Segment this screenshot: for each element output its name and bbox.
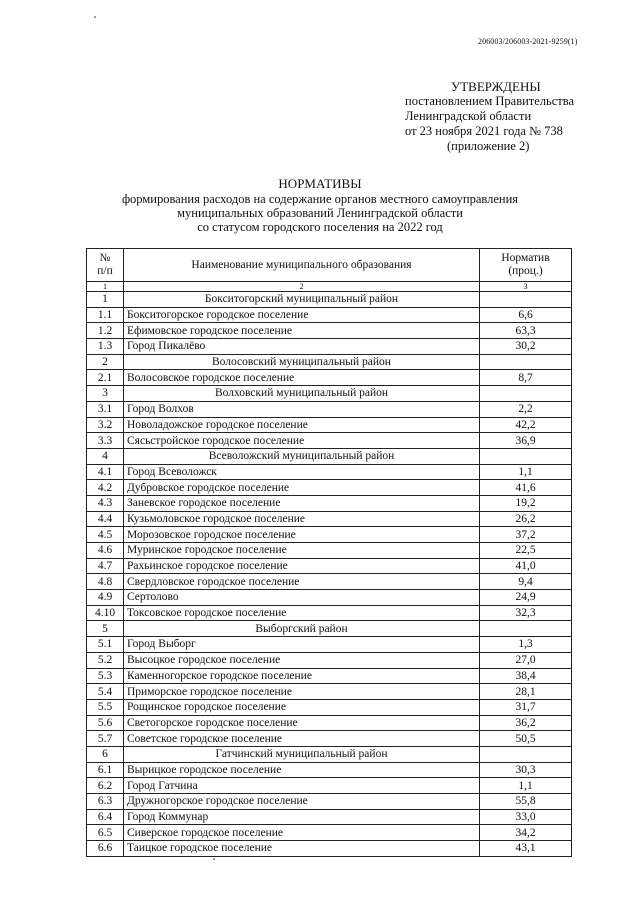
approval-line: от 23 ноября 2021 года № 738 [405,124,563,138]
row-number: 2.1 [87,370,124,386]
table-row [87,668,572,684]
norm-value: 33,0 [480,809,572,825]
index-cell: 1 [87,282,124,292]
row-number: 5 [87,621,124,637]
scan-speck [213,858,215,860]
norm-value: 19,2 [480,495,572,511]
municipality-name: Дружногорское городское поселение [124,794,480,810]
table-row [87,841,572,857]
row-number: 6.6 [87,841,124,857]
district-name: Гатчинский муниципальный район [124,746,480,762]
table-row [87,307,572,323]
row-number: 4.1 [87,464,124,480]
municipality-name: Город Выборг [124,637,480,653]
table-row [87,731,572,747]
norm-value: 9,4 [480,574,572,590]
norm-value: 32,3 [480,605,572,621]
row-number: 6.4 [87,809,124,825]
row-number: 3.1 [87,401,124,417]
table-row [87,323,572,339]
row-number: 1 [87,292,124,308]
row-number: 1.2 [87,323,124,339]
norm-value: 28,1 [480,684,572,700]
table-row [87,684,572,700]
norm-value [480,448,572,464]
row-number: 4.5 [87,527,124,543]
district-name: Волосовский муниципальный район [124,354,480,370]
norm-value: 22,5 [480,543,572,559]
municipality-name: Кузьмоловское городское поселение [124,511,480,527]
municipality-name: Таицкое городское поселение [124,841,480,857]
row-number: 1.1 [87,307,124,323]
district-row [87,746,572,762]
table-row [87,590,572,606]
index-cell: 3 [480,282,572,292]
approval-title: УТВЕРЖДЕНЫ [451,79,541,94]
norm-value: 42,2 [480,417,572,433]
municipality-name: Светогорское городское поселение [124,715,480,731]
norm-value: 55,8 [480,794,572,810]
row-number: 6.2 [87,778,124,794]
norm-value: 31,7 [480,699,572,715]
heading-line: формирования расходов на содержание органов местного самоуправления [121,192,519,206]
row-number: 4.9 [87,590,124,606]
municipality-name: Город Гатчина [124,778,480,794]
municipality-name: Муринское городское поселение [124,543,480,559]
municipality-name: Сертолово [124,590,480,606]
table-header-row [87,249,572,282]
norm-value: 36,9 [480,433,572,449]
municipality-name: Токсовское городское поселение [124,605,480,621]
table-row [87,605,572,621]
table-row [87,558,572,574]
document-heading [0,177,640,234]
heading-title: НОРМАТИВЫ [278,176,362,191]
table-row [87,825,572,841]
norm-value [480,292,572,308]
approval-block [405,79,605,154]
district-name: Бокситогорский муниципальный район [124,292,480,308]
district-name: Волховский муниципальный район [124,386,480,402]
row-number: 6.1 [87,762,124,778]
norm-value: 26,2 [480,511,572,527]
row-number: 6.5 [87,825,124,841]
row-number: 2 [87,354,124,370]
norm-value [480,746,572,762]
district-name: Всеволожский муниципальный район [124,448,480,464]
municipality-name: Город Пикалёво [124,339,480,355]
table-row [87,495,572,511]
municipality-name: Рахьинское городское поселение [124,558,480,574]
norm-value: 1,1 [480,464,572,480]
municipality-name: Дубровское городское поселение [124,480,480,496]
district-row [87,354,572,370]
scan-speck [94,16,96,18]
norm-value [480,354,572,370]
municipality-name: Заневское городское поселение [124,495,480,511]
header-number: № п/п [87,249,124,282]
row-number: 4.8 [87,574,124,590]
municipality-name: Каменногорское городское поселение [124,668,480,684]
district-name: Выборгский район [124,621,480,637]
table-row [87,370,572,386]
table-index-row [87,282,572,292]
norm-value: 41,6 [480,480,572,496]
index-cell: 2 [124,282,480,292]
row-number: 4.2 [87,480,124,496]
row-number: 3 [87,386,124,402]
row-number: 3.2 [87,417,124,433]
district-row [87,448,572,464]
table-row [87,480,572,496]
municipality-name: Высоцкое городское поселение [124,652,480,668]
table-row [87,809,572,825]
norm-value: 38,4 [480,668,572,684]
norm-value: 30,3 [480,762,572,778]
table-row [87,637,572,653]
table-row [87,543,572,559]
header-norm: Норматив (проц.) [480,249,572,282]
row-number: 5.7 [87,731,124,747]
norm-value: 43,1 [480,841,572,857]
row-number: 1.3 [87,339,124,355]
row-number: 4.10 [87,605,124,621]
norms-table [86,248,572,857]
norm-value: 41,0 [480,558,572,574]
municipality-name: Город Коммунар [124,809,480,825]
heading-line: со статусом городского поселения на 2022 год [197,220,443,234]
approval-line: Ленинградской области [405,109,532,123]
norm-value: 27,0 [480,652,572,668]
table-row [87,574,572,590]
municipality-name: Город Волхов [124,401,480,417]
municipality-name: Город Всеволожск [124,464,480,480]
approval-line: (приложение 2) [447,139,530,153]
row-number: 5.4 [87,684,124,700]
table-row [87,762,572,778]
row-number: 5.1 [87,637,124,653]
district-row [87,292,572,308]
norm-value: 1,3 [480,637,572,653]
norm-value [480,386,572,402]
table-row [87,511,572,527]
municipality-name: Советское городское поселение [124,731,480,747]
municipality-name: Волосовское городское поселение [124,370,480,386]
row-number: 6 [87,746,124,762]
norm-value: 63,3 [480,323,572,339]
row-number: 3.3 [87,433,124,449]
table-row [87,417,572,433]
norm-value: 50,5 [480,731,572,747]
row-number: 4.6 [87,543,124,559]
row-number: 4.3 [87,495,124,511]
district-row [87,621,572,637]
norm-value: 30,2 [480,339,572,355]
municipality-name: Бокситогорское городское поселение [124,307,480,323]
row-number: 4.7 [87,558,124,574]
table-row [87,778,572,794]
table-row [87,401,572,417]
document-id: 206003/206003-2021-9259(1) [478,37,578,46]
heading-line: муниципальных образований Ленинградской области [177,206,463,220]
table-row [87,339,572,355]
table-row [87,433,572,449]
row-number: 5.3 [87,668,124,684]
table-row [87,527,572,543]
municipality-name: Рощинское городское поселение [124,699,480,715]
row-number: 5.2 [87,652,124,668]
municipality-name: Морозовское городское поселение [124,527,480,543]
municipality-name: Свердловское городское поселение [124,574,480,590]
row-number: 4 [87,448,124,464]
approval-line: постановлением Правительства [405,94,575,108]
district-row [87,386,572,402]
municipality-name: Ефимовское городское поселение [124,323,480,339]
norm-value: 36,2 [480,715,572,731]
norm-value: 24,9 [480,590,572,606]
norm-value: 34,2 [480,825,572,841]
norm-value: 8,7 [480,370,572,386]
norm-value: 1,1 [480,778,572,794]
table-body [87,292,572,857]
municipality-name: Сясьстройское городское поселение [124,433,480,449]
table-row [87,699,572,715]
municipality-name: Новоладожское городское поселение [124,417,480,433]
norm-value: 2,2 [480,401,572,417]
header-name: Наименование муниципального образования [124,249,480,282]
row-number: 6.3 [87,794,124,810]
municipality-name: Приморское городское поселение [124,684,480,700]
row-number: 4.4 [87,511,124,527]
row-number: 5.5 [87,699,124,715]
norm-value [480,621,572,637]
table-row [87,652,572,668]
row-number: 5.6 [87,715,124,731]
norm-value: 6,6 [480,307,572,323]
table-row [87,794,572,810]
municipality-name: Сиверское городское поселение [124,825,480,841]
table-row [87,715,572,731]
norm-value: 37,2 [480,527,572,543]
table-row [87,464,572,480]
municipality-name: Вырицкое городское поселение [124,762,480,778]
